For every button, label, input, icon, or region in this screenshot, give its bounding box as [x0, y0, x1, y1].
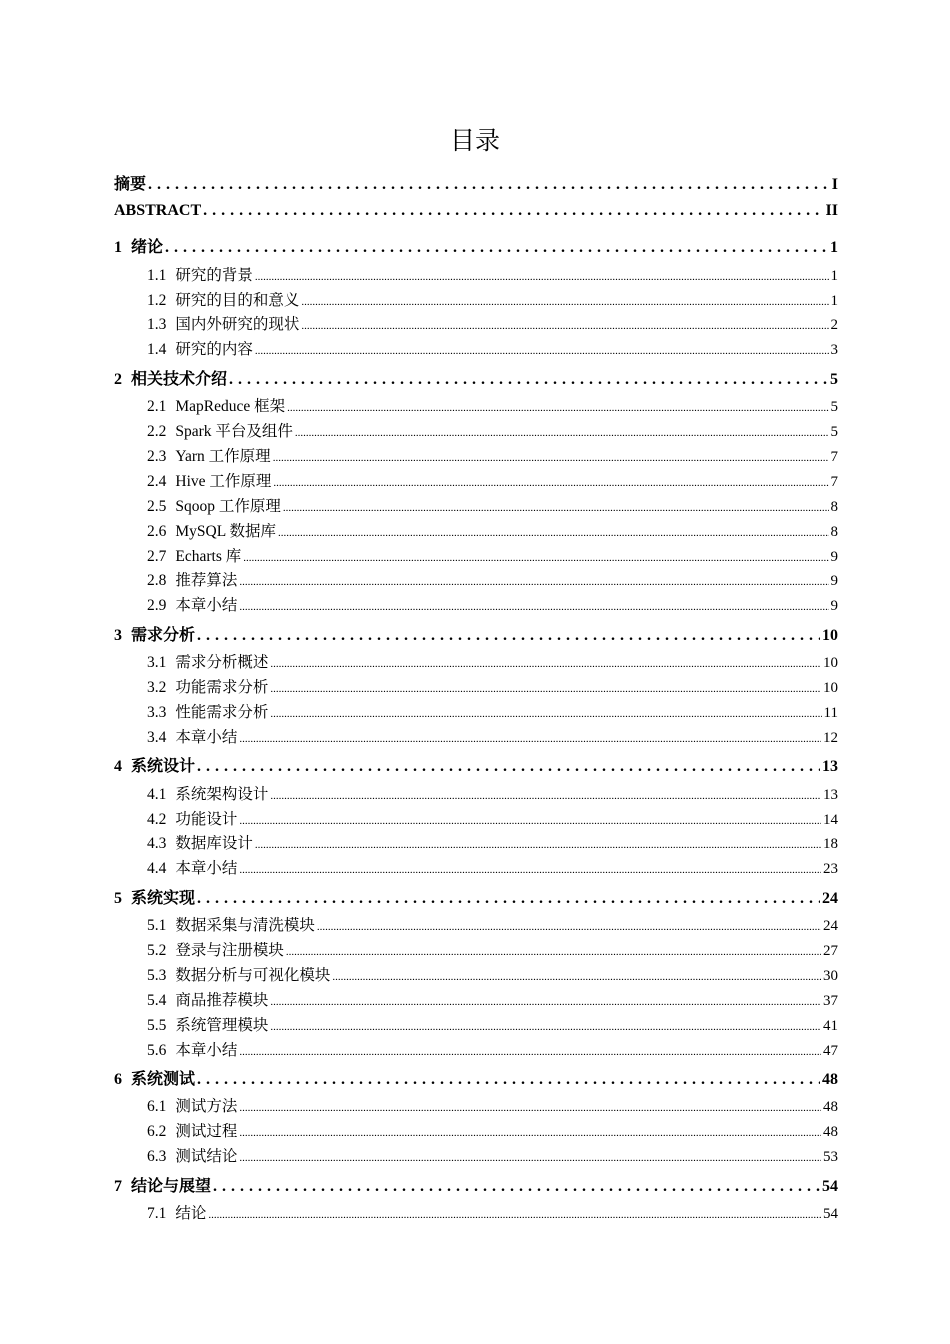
dot-leader [270, 1017, 821, 1035]
toc-section-entry[interactable] [147, 856, 838, 878]
toc-page-number: 1 [830, 268, 838, 284]
toc-entry-title: 结论与展望 [131, 1178, 212, 1195]
toc-entry-number: 5.6 [147, 1042, 167, 1059]
toc-entry-number: 6 [114, 1071, 122, 1088]
toc-section-entry[interactable] [147, 394, 838, 416]
toc-entry-number: 4.1 [147, 786, 167, 803]
toc-page-number: 54 [823, 1206, 838, 1222]
toc-entry-number: 2.4 [147, 473, 167, 490]
toc-page-number: 24 [822, 890, 838, 907]
toc-entry-number: 1.4 [147, 341, 167, 358]
toc-section-entry[interactable] [147, 1038, 838, 1060]
dot-leader [270, 654, 821, 672]
toc-page-number: 9 [830, 549, 838, 565]
table-of-contents [114, 0, 838, 1344]
toc-section-entry[interactable] [147, 913, 838, 935]
toc-section-entry[interactable] [147, 675, 838, 697]
toc-entry-number: 2.9 [147, 597, 167, 614]
toc-entry-number: 2 [114, 371, 122, 388]
toc-entry-number: 2.6 [147, 523, 167, 540]
page-title: 目录 [449, 126, 500, 155]
dot-leader [239, 572, 828, 590]
toc-page-number: 10 [823, 655, 838, 671]
toc-section-entry[interactable] [147, 444, 838, 466]
toc-page-number: 8 [830, 499, 838, 515]
toc-section-entry[interactable] [147, 593, 838, 615]
toc-entry-title: 数据采集与清洗模块 [175, 917, 315, 934]
toc-entry-title: 本章小结 [175, 729, 238, 746]
toc-entry-number: 1.1 [147, 267, 167, 284]
toc-entry-title: ABSTRACT [114, 202, 202, 219]
dot-leader [255, 341, 829, 359]
toc-entry-title: 系统测试 [131, 1071, 196, 1088]
toc-page-number: 54 [822, 1178, 838, 1195]
toc-page-number: 27 [823, 943, 838, 959]
toc-entry-title: Hive 工作原理 [175, 473, 272, 490]
toc-chapter-entry[interactable] [114, 202, 838, 220]
toc-entry-number: 4 [114, 758, 122, 775]
toc-entry-number: 4.3 [147, 835, 167, 852]
dot-leader [165, 239, 828, 257]
toc-entry-number: 5.2 [147, 942, 167, 959]
toc-section-entry[interactable] [147, 337, 838, 359]
dot-leader [295, 423, 829, 441]
toc-page-number: 1 [830, 239, 838, 256]
toc-section-entry[interactable] [147, 1201, 838, 1223]
dot-leader [203, 202, 823, 220]
toc-section-entry[interactable] [147, 494, 838, 516]
dot-leader [270, 704, 821, 722]
toc-page-number: 47 [823, 1043, 838, 1059]
dot-leader [270, 992, 821, 1010]
toc-section-entry[interactable] [147, 312, 838, 334]
toc-page-number: 10 [822, 627, 838, 644]
toc-entry-number: 3.1 [147, 654, 167, 671]
toc-chapter-entry[interactable] [114, 1173, 838, 1196]
toc-entry-title: 研究的目的和意义 [175, 292, 300, 309]
toc-entry-title: 研究的背景 [175, 267, 253, 284]
toc-chapter-entry[interactable] [114, 171, 838, 194]
toc-page-number: 30 [823, 968, 838, 984]
toc-entry-number: 3.4 [147, 729, 167, 746]
dot-leader [287, 398, 828, 416]
dot-leader [239, 597, 828, 615]
toc-entry-title: 本章小结 [175, 860, 238, 877]
toc-page-number: I [831, 176, 838, 193]
toc-entry-title: 数据分析与可视化模块 [175, 967, 331, 984]
toc-page-number: 9 [830, 598, 838, 614]
toc-entry-title: 系统管理模块 [175, 1017, 269, 1034]
dot-leader [239, 811, 821, 829]
dot-leader [197, 758, 820, 776]
toc-page-number: 5 [830, 424, 838, 440]
toc-entry-title: MapReduce 框架 [175, 398, 286, 415]
toc-entry-number: 2.2 [147, 423, 167, 440]
toc-entry-number: 7 [114, 1178, 122, 1195]
toc-section-entry[interactable] [147, 938, 838, 960]
toc-entry-number: 4.2 [147, 811, 167, 828]
toc-page-number: 53 [823, 1149, 838, 1165]
toc-entry-number: 7.1 [147, 1205, 167, 1222]
toc-page-number: 2 [830, 317, 838, 333]
dot-leader [239, 729, 821, 747]
toc-entry-number: 5.5 [147, 1017, 167, 1034]
dot-leader [197, 890, 820, 908]
toc-entry-title: 测试方法 [175, 1098, 238, 1115]
toc-entry-number: 3.2 [147, 679, 167, 696]
toc-chapter-entry[interactable] [114, 234, 838, 257]
toc-section-entry[interactable] [147, 519, 838, 541]
toc-entry-title: 测试结论 [175, 1148, 238, 1165]
toc-entry-title: 登录与注册模块 [175, 942, 284, 959]
dot-leader [283, 498, 829, 516]
toc-page-number: 18 [823, 836, 838, 852]
dot-leader [273, 473, 828, 491]
toc-section-entry[interactable] [147, 831, 838, 853]
toc-section-entry[interactable] [147, 1144, 838, 1166]
toc-entry-number: 6.1 [147, 1098, 167, 1115]
toc-entry-title: MySQL 数据库 [175, 523, 276, 540]
toc-entry-number: 2.7 [147, 548, 167, 565]
dot-leader [255, 267, 829, 285]
toc-entry-number: 2.5 [147, 498, 167, 515]
dot-leader [197, 1071, 820, 1089]
toc-page-number: 23 [823, 861, 838, 877]
toc-section-entry[interactable] [147, 725, 838, 747]
dot-leader [301, 292, 828, 310]
toc-entry-title: 测试过程 [175, 1123, 238, 1140]
dot-leader [239, 1148, 821, 1166]
toc-page-number: 7 [830, 474, 838, 490]
toc-page-number: 41 [823, 1018, 838, 1034]
dot-leader [239, 1042, 821, 1060]
toc-page-number: 13 [823, 787, 838, 803]
dot-leader [270, 679, 821, 697]
toc-entry-number: 2.3 [147, 448, 167, 465]
toc-entry-title: 数据库设计 [175, 835, 253, 852]
toc-page-number: 7 [830, 449, 838, 465]
dot-leader [213, 1178, 820, 1196]
toc-chapter-entry[interactable] [114, 366, 838, 389]
toc-entry-title: 商品推荐模块 [175, 992, 269, 1009]
toc-page-number: 14 [823, 812, 838, 828]
toc-page-number: 1 [830, 293, 838, 309]
toc-chapter-entry[interactable] [114, 1066, 838, 1089]
toc-section-entry[interactable] [147, 263, 838, 285]
toc-entry-number: 5.4 [147, 992, 167, 1009]
toc-page-number: 5 [830, 371, 838, 388]
toc-section-entry[interactable] [147, 1119, 838, 1141]
toc-page-number: 9 [830, 573, 838, 589]
toc-entry-title: 本章小结 [175, 597, 238, 614]
toc-entry-number: 4.4 [147, 860, 167, 877]
toc-entry-number: 1.2 [147, 292, 167, 309]
toc-entry-title: 推荐算法 [175, 572, 238, 589]
toc-page-number: 5 [830, 399, 838, 415]
toc-section-entry[interactable] [147, 807, 838, 829]
dot-leader [243, 548, 828, 566]
toc-section-entry[interactable] [147, 568, 838, 590]
toc-entry-number: 5.3 [147, 967, 167, 984]
toc-entry-title: 系统架构设计 [175, 786, 269, 803]
toc-entry-number: 1.3 [147, 316, 167, 333]
toc-entry-number: 6.3 [147, 1148, 167, 1165]
dot-leader [301, 316, 828, 334]
toc-page-number: 48 [823, 1099, 838, 1115]
dot-leader [239, 860, 821, 878]
toc-entry-title: 本章小结 [175, 1042, 238, 1059]
dot-leader [317, 917, 821, 935]
toc-entry-title: 需求分析概述 [175, 654, 269, 671]
toc-entry-title: 相关技术介绍 [131, 371, 228, 388]
toc-section-entry[interactable] [147, 963, 838, 985]
dot-leader [270, 786, 821, 804]
toc-page-number: 48 [822, 1071, 838, 1088]
dot-leader [148, 176, 830, 194]
toc-page-number: II [825, 202, 838, 219]
toc-section-entry[interactable] [147, 988, 838, 1010]
dot-leader [208, 1205, 821, 1223]
toc-section-entry[interactable] [147, 469, 838, 491]
toc-page-number: 13 [822, 758, 838, 775]
toc-section-entry[interactable] [147, 544, 838, 566]
toc-section-entry[interactable] [147, 419, 838, 441]
toc-page-number: 48 [823, 1124, 838, 1140]
toc-entry-number: 2.1 [147, 398, 167, 415]
toc-entry-title: 功能需求分析 [175, 679, 269, 696]
dot-leader [197, 627, 820, 645]
toc-section-entry[interactable] [147, 1094, 838, 1116]
toc-section-entry[interactable] [147, 1013, 838, 1035]
toc-entry-title: Sqoop 工作原理 [175, 498, 281, 515]
toc-page-number: 10 [823, 680, 838, 696]
toc-entry-number: 5 [114, 890, 122, 907]
toc-entry-number: 1 [114, 239, 122, 256]
toc-page-number: 12 [823, 730, 838, 746]
toc-chapter-entry[interactable] [114, 753, 838, 776]
toc-entry-title: 国内外研究的现状 [175, 316, 300, 333]
toc-entry-number: 3 [114, 627, 122, 644]
dot-leader [278, 523, 829, 541]
toc-entry-title: 结论 [175, 1205, 207, 1222]
dot-leader [239, 1123, 821, 1141]
toc-entry-title: 摘要 [114, 176, 147, 193]
toc-page-number: 8 [830, 524, 838, 540]
toc-section-entry[interactable] [147, 650, 838, 672]
toc-page-number: 3 [830, 342, 838, 358]
toc-entry-title: Echarts 库 [175, 548, 242, 565]
dot-leader [332, 967, 821, 985]
toc-entry-title: 系统实现 [131, 890, 196, 907]
toc-entry-title: 研究的内容 [175, 341, 253, 358]
toc-chapter-entry[interactable] [114, 885, 838, 908]
toc-entry-number: 2.8 [147, 572, 167, 589]
toc-chapter-entry[interactable] [114, 622, 838, 645]
toc-page-number: 11 [823, 705, 838, 721]
dot-leader [255, 835, 821, 853]
toc-page-number: 37 [823, 993, 838, 1009]
toc-entry-title: 需求分析 [131, 627, 196, 644]
toc-entry-number: 5.1 [147, 917, 167, 934]
dot-leader [273, 448, 829, 466]
toc-entry-title: 功能设计 [175, 811, 238, 828]
dot-leader [286, 942, 821, 960]
toc-page-number: 24 [823, 918, 838, 934]
dot-leader [229, 371, 828, 389]
toc-entry-title: 性能需求分析 [175, 704, 269, 721]
toc-entry-title: Spark 平台及组件 [175, 423, 293, 440]
toc-entry-number: 3.3 [147, 704, 167, 721]
toc-entry-title: Yarn 工作原理 [175, 448, 271, 465]
toc-section-entry[interactable] [147, 288, 838, 310]
toc-section-entry[interactable] [147, 782, 838, 804]
toc-entry-number: 6.2 [147, 1123, 167, 1140]
dot-leader [239, 1098, 821, 1116]
toc-entry-title: 系统设计 [131, 758, 196, 775]
toc-section-entry[interactable] [147, 700, 838, 722]
toc-entry-title: 绪论 [131, 239, 164, 256]
